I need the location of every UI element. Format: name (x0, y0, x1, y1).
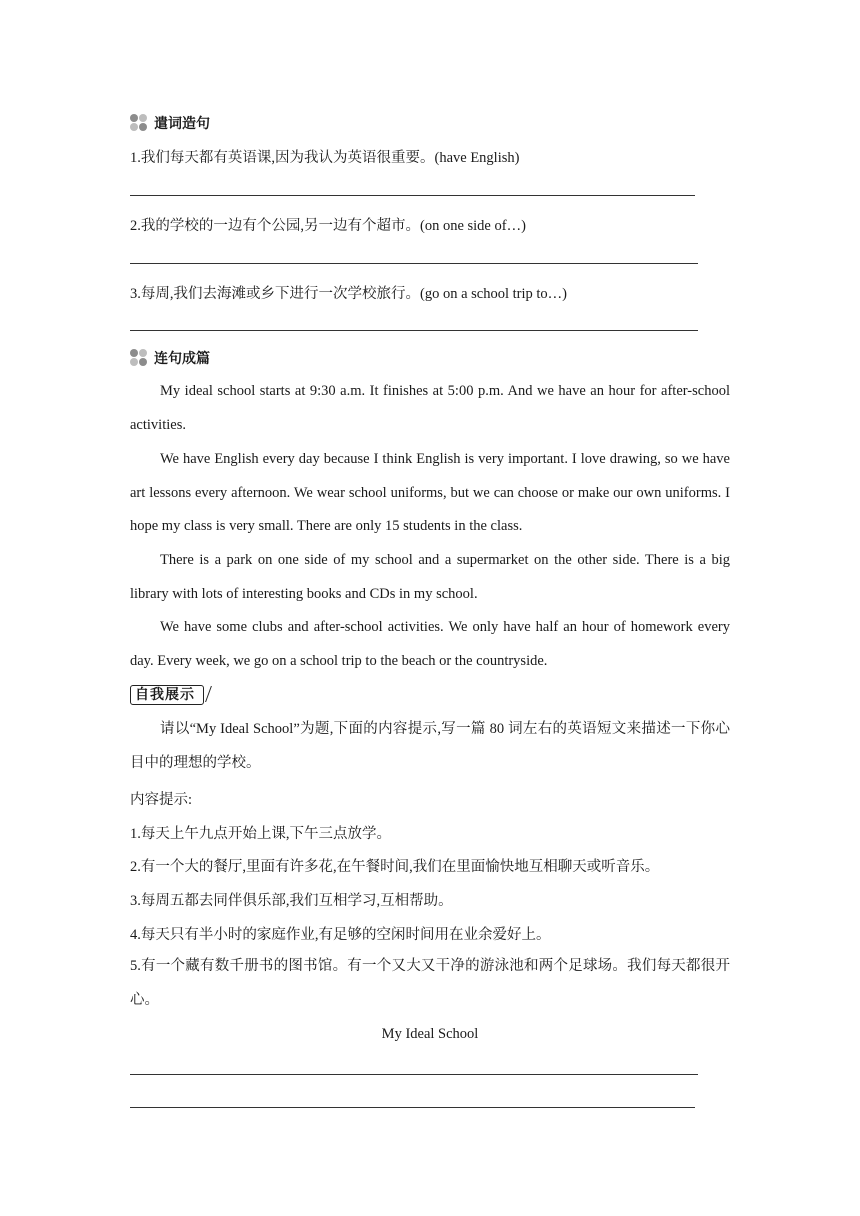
passage-paragraph: My ideal school starts at 9:30 a.m. It finishes at 5:00 p.m. And we have an hour for after-school activities. (130, 383, 730, 433)
essay-title: My Ideal School (381, 1026, 479, 1042)
answer-line[interactable] (130, 263, 698, 264)
hint-item: 3.每周五都去同伴俱乐部,我们互相学习,互相帮助。 (130, 893, 453, 909)
writing-line[interactable] (130, 1074, 698, 1075)
section-title: 连句成篇 (154, 351, 210, 367)
passage-paragraph: We have some clubs and after-school activities. We only have half an hour of homework every day. Every week, we go on a school trip to the beach or the countryside. (130, 619, 730, 669)
section-bullet-icon (130, 349, 148, 367)
exercise-item: 3.每周,我们去海滩或乡下进行一次学校旅行。(go on a school trip to…) (130, 286, 567, 302)
hint-item: 5.有一个藏有数千册书的图书馆。有一个又大又干净的游泳池和两个足球场。我们每天都很开心。 (130, 958, 730, 1008)
writing-prompt: 请以“My Ideal School”为题,下面的内容提示,写一篇 80 词左右的英语短文来描述一下你心目中的理想的学校。 (130, 721, 730, 771)
hint-item: 4.每天只有半小时的家庭作业,有足够的空闲时间用在业余爱好上。 (130, 927, 551, 943)
passage-paragraph: There is a park on one side of my school and a supermarket on the other side. There is a big library with lots of interesting books and CDs in my school. (130, 552, 730, 602)
exercise-item: 2.我的学校的一边有个公园,另一边有个超市。(on one side of…) (130, 218, 526, 234)
hint-item: 1.每天上午九点开始上课,下午三点放学。 (130, 826, 391, 842)
section-header-passage (130, 348, 210, 368)
section-title: 遣词造句 (154, 116, 210, 132)
answer-line[interactable] (130, 330, 698, 331)
exercise-item: 1.我们每天都有英语课,因为我认为英语很重要。(have English) (130, 150, 520, 166)
section-badge: 自我展示 (130, 685, 204, 705)
hint-item: 2.有一个大的餐厅,里面有许多花,在午餐时间,我们在里面愉快地互相聊天或听音乐。 (130, 859, 660, 875)
writing-line[interactable] (130, 1107, 695, 1108)
section-bullet-icon (130, 114, 148, 132)
passage-paragraph: We have English every day because I think English is very important. I love drawing, so we have art lessons every afternoon. We wear school uniforms, but we can choose or make our own uniforms. I hope my class is very small. There are only 15 students in the class. (130, 451, 730, 534)
section-header-word-sentence (130, 113, 210, 133)
hint-label: 内容提示: (130, 792, 193, 808)
answer-line[interactable] (130, 195, 695, 196)
